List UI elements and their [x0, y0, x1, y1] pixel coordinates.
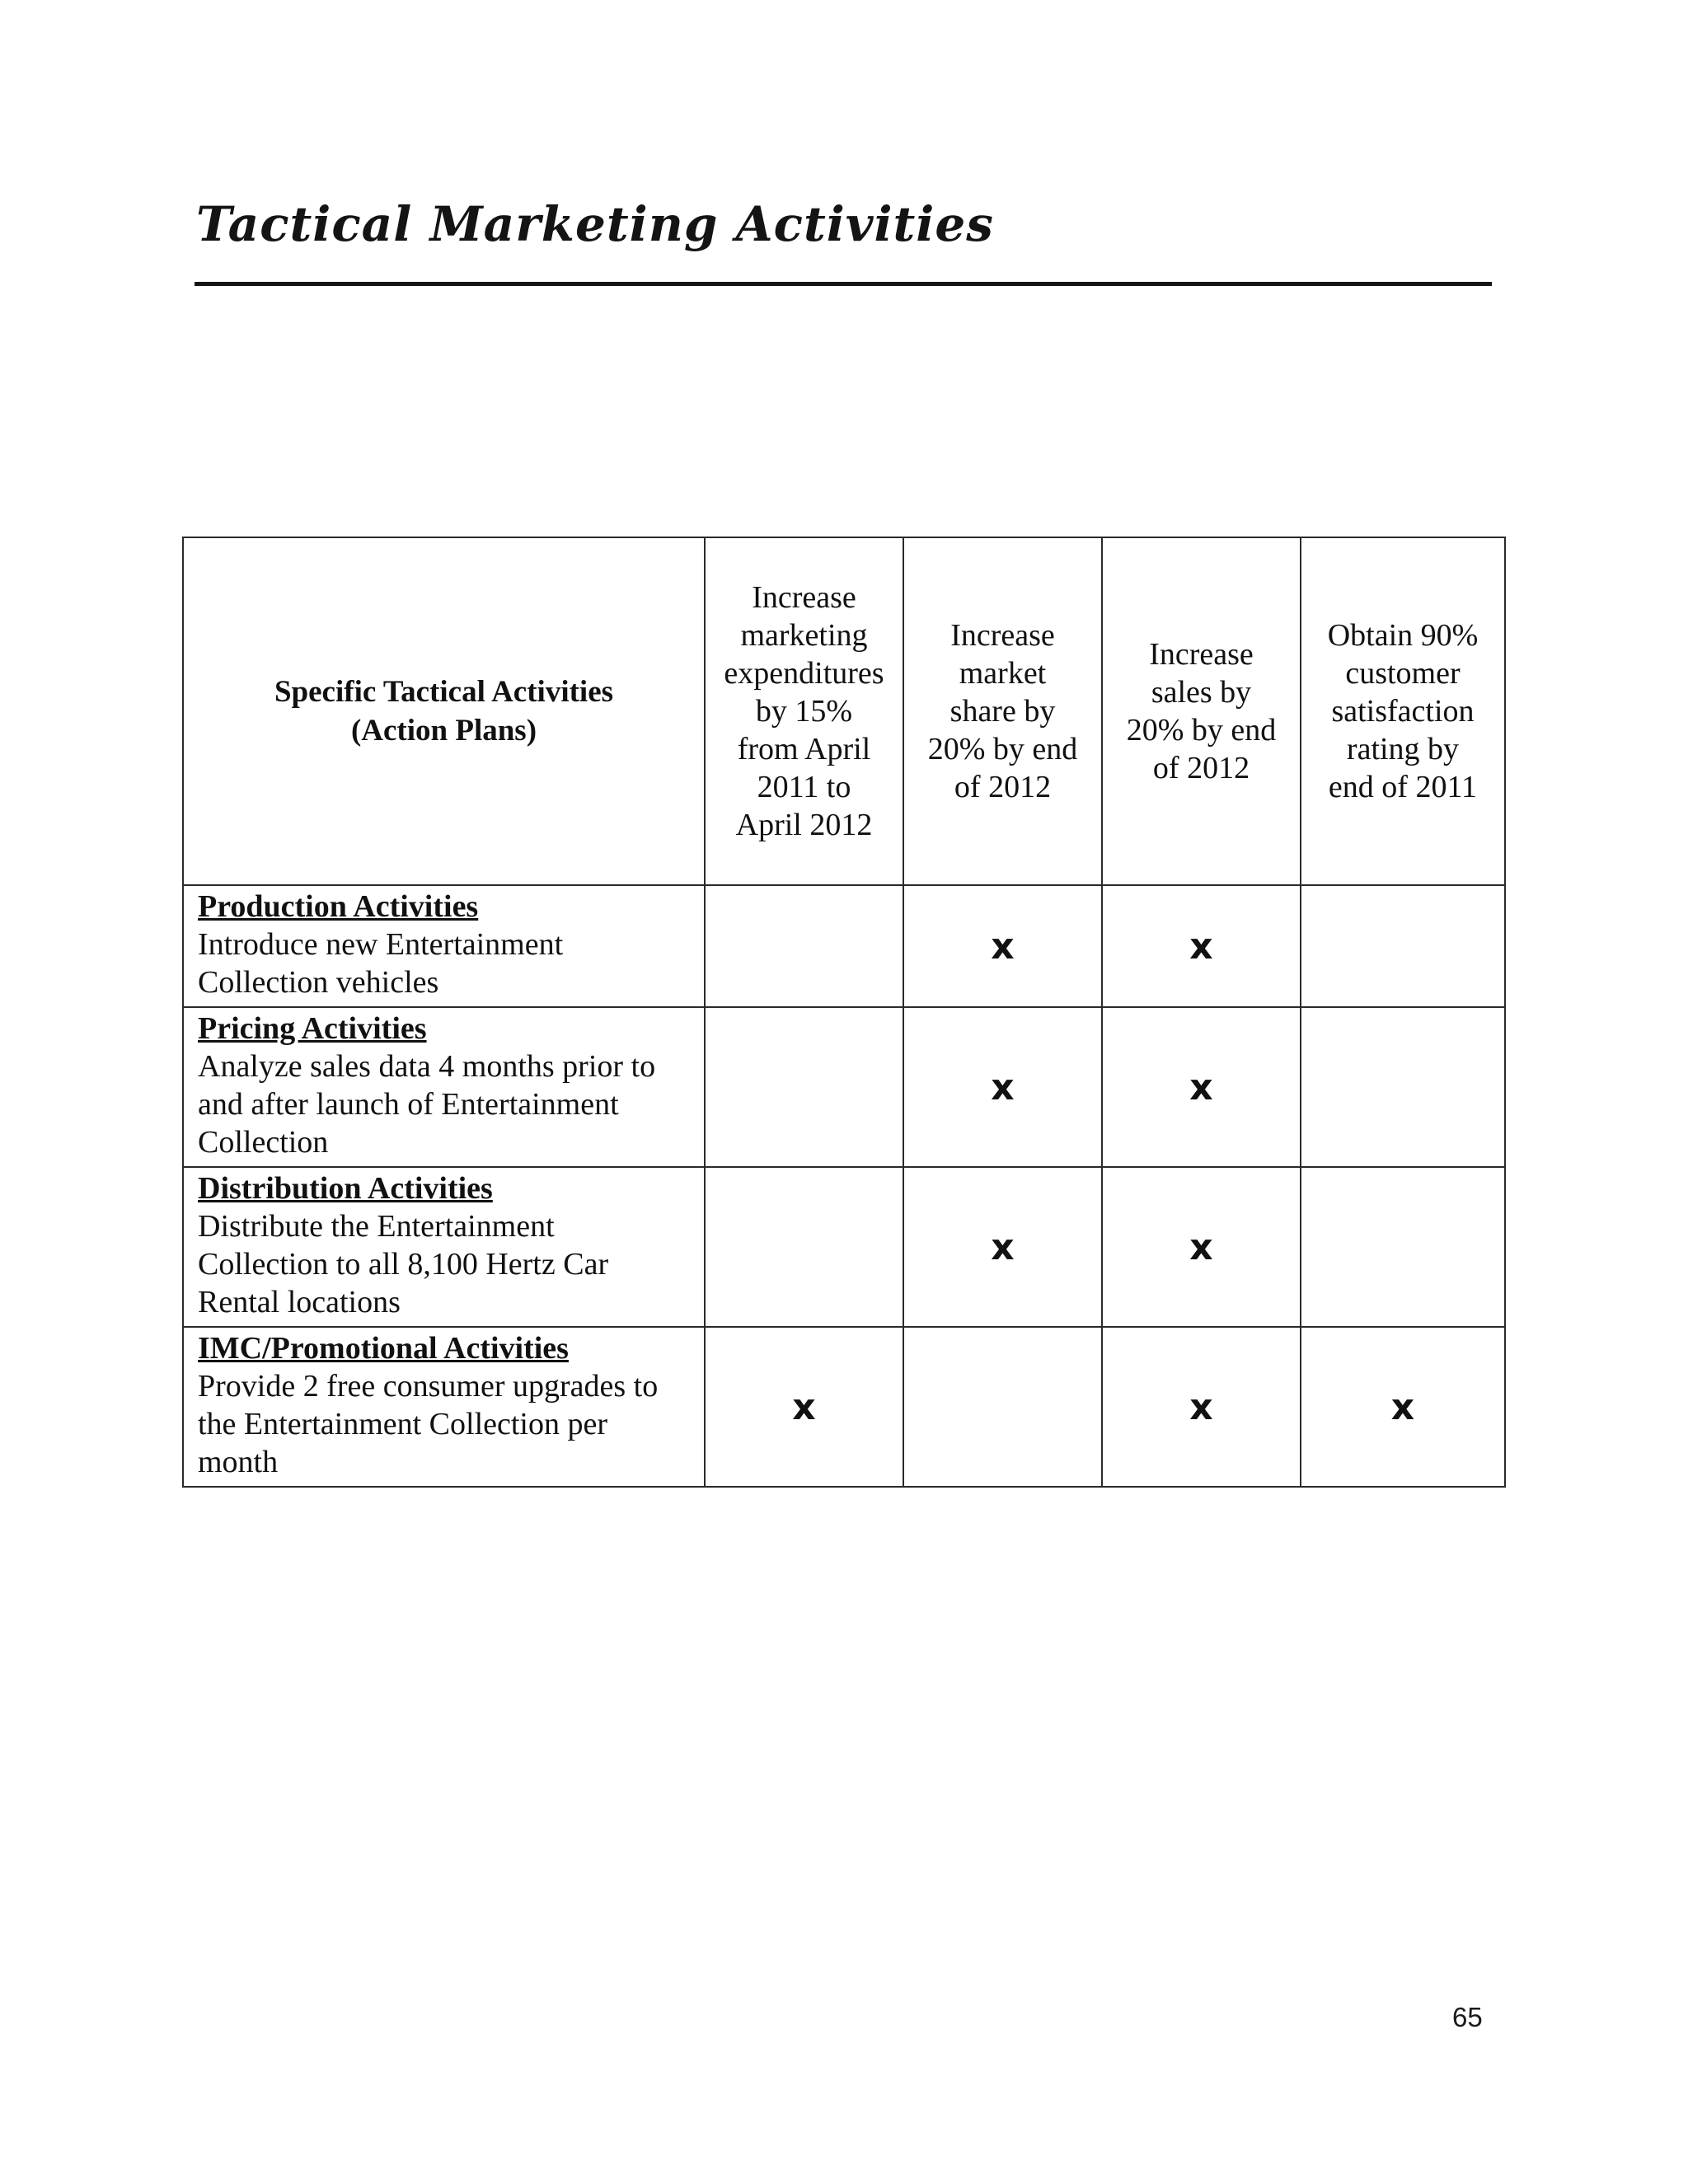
objective-mark [705, 885, 903, 1007]
objective-mark [705, 1167, 903, 1327]
objective-mark: x [903, 1007, 1102, 1167]
page-number: 65 [1452, 2002, 1483, 2032]
activity-cell [183, 1327, 705, 1487]
objective-mark: x [1301, 1327, 1505, 1487]
objective-mark: x [903, 885, 1102, 1007]
table-row [183, 885, 1505, 1007]
objective-mark [1301, 885, 1505, 1007]
tactical-activities-table [182, 537, 1506, 1488]
activity-cell [183, 885, 705, 1007]
activity-description: Introduce new Entertainment Collection vehicles [198, 927, 564, 1000]
objective-mark: x [1102, 1327, 1301, 1487]
activity-category: Pricing Activities [198, 1011, 427, 1046]
objective-mark: x [1102, 1167, 1301, 1327]
objective-mark [705, 1007, 903, 1167]
activity-category: IMC/Promotional Activities [198, 1331, 569, 1366]
activity-description: Distribute the Entertainment Collection to all 8,100 Hertz Car Rental locations [198, 1209, 609, 1319]
table-row [183, 1007, 1505, 1167]
table-header-row [183, 537, 1505, 885]
objective-mark [903, 1327, 1102, 1487]
page-title: Tactical Marketing Activities [196, 196, 994, 252]
header-objective-marketing-expenditures: Increase marketing expenditures by 15% from April 2011 to April 2012 [705, 537, 903, 885]
table-row [183, 1327, 1505, 1487]
activity-category: Production Activities [198, 889, 479, 924]
objective-mark: x [705, 1327, 903, 1487]
objective-mark: x [1102, 885, 1301, 1007]
activity-description: Provide 2 free consumer upgrades to the Entertainment Collection per month [198, 1369, 659, 1479]
activity-cell [183, 1007, 705, 1167]
activity-description: Analyze sales data 4 months prior to and after launch of Entertainment Collection [198, 1049, 656, 1160]
title-underline [195, 282, 1492, 286]
table-row [183, 1167, 1505, 1327]
activity-cell [183, 1167, 705, 1327]
objective-mark: x [903, 1167, 1102, 1327]
objective-mark [1301, 1167, 1505, 1327]
header-objective-market-share: Increase market share by 20% by end of 2012 [903, 537, 1102, 885]
objective-mark [1301, 1007, 1505, 1167]
header-objective-sales: Increase sales by 20% by end of 2012 [1102, 537, 1301, 885]
activity-category: Distribution Activities [198, 1171, 493, 1206]
header-objective-customer-satisfaction: Obtain 90% customer satisfaction rating by end of 2011 [1301, 537, 1505, 885]
objective-mark: x [1102, 1007, 1301, 1167]
header-activities: Specific Tactical Activities (Action Plans) [183, 537, 705, 885]
